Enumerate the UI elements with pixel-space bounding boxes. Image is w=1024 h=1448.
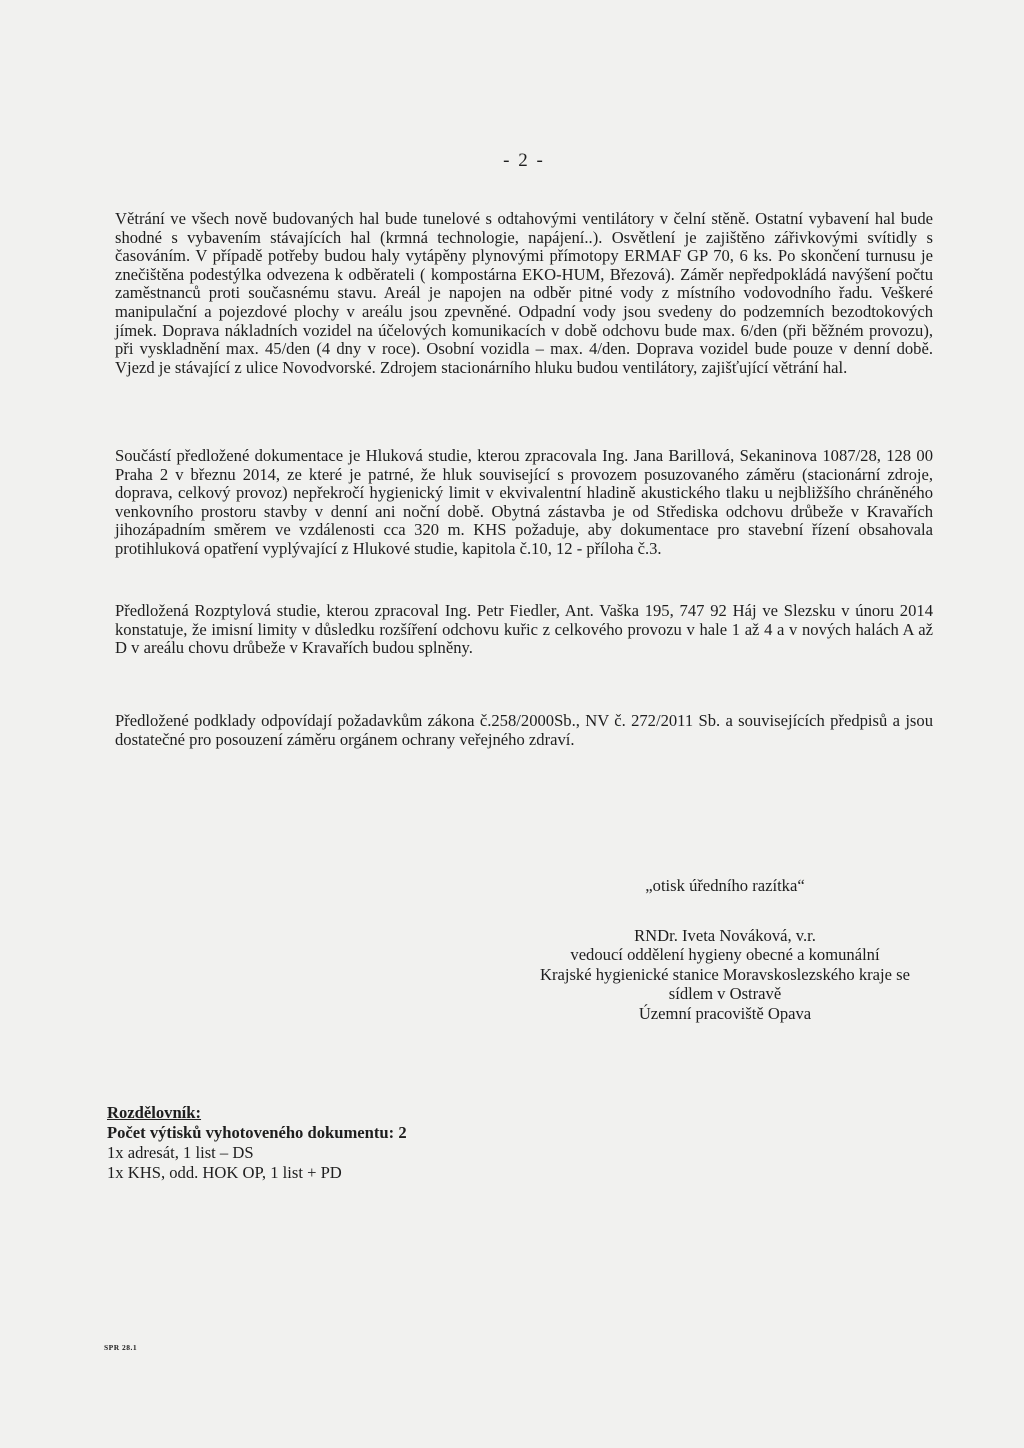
paragraph-noise-study: Součástí předložené dokumentace je Hluková studie, kterou zpracovala Ing. Jana Barillová, Sekaninova 1087/28, 128 00 Praha 2 v březnu 2014, ze které je patrné, že hluk související s provozem posuzovaného záměru (stacionární zdroje, doprava, celkový provoz) nepřekročí hygienický limit v ekvivalentní hladině akustického tlaku u nejbližšího chráněného venkovního prostoru stavby v denní ani noční době. Obytná zástavba je od Střediska odchovu drůbeže v Kravařích jihozápadním směrem ve vzdálenosti cca 320 m. KHS požaduje, aby dokumentace pro stavební řízení obsahovala protihluková opatření vyplývající z Hlukové studie, kapitola č.10, 12 - příloha č.3. [115, 446, 933, 558]
page-number: - 2 - [503, 150, 545, 171]
paragraph-conclusion: Předložené podklady odpovídají požadavkům zákona č.258/2000Sb., NV č. 272/2011 Sb. a souvisejících předpisů a jsou dostatečné pro posouzení záměru orgánem ochrany veřejného zdraví. [115, 711, 933, 749]
paragraph-dispersion-study: Předložená Rozptylová studie, kterou zpracoval Ing. Petr Fiedler, Ant. Vaška 195, 747 92 Háj ve Slezsku v únoru 2014 konstatuje, že imisní limity v důsledku rozšíření odchovu kuřic z celkového provozu v hale 1 až 4 a v nových halách A až D v areálu chovu drůbeže v Kravařích budou splněny. [115, 601, 933, 658]
signatory-seat: sídlem v Ostravě [668, 984, 782, 1004]
distribution-list [107, 1103, 407, 1183]
signatory-role: vedoucí oddělení hygieny obecné a komunální [570, 945, 880, 965]
stamp-note: „otisk úředního razítka“ [645, 876, 805, 895]
distribution-item: 1x KHS, odd. HOK OP, 1 list + PD [107, 1163, 342, 1182]
distribution-title: Rozdělovník: [107, 1103, 202, 1122]
distribution-item: 1x adresát, 1 list – DS [107, 1143, 254, 1162]
signatory-institution: Krajské hygienické stanice Moravskoslezského kraje se [539, 964, 910, 984]
distribution-count: Počet výtisků vyhotoveného dokumentu: 2 [107, 1123, 407, 1142]
signatory-office: Územní pracoviště Opava [638, 1003, 812, 1023]
signature-block [500, 876, 950, 1024]
signatory-name: RNDr. Iveta Nováková, v.r. [634, 925, 816, 945]
paragraph-ventilation: Větrání ve všech nově budovaných hal bude tunelové s odtahovými ventilátory v čelní stěně. Ostatní vybavení hal bude shodné s vybavením stávajících hal (krmná technologie, napájení..). Osvětlení je zajištěno zářivkovými svítidly s časováním. V případě potřeby budou haly vytápěny plynovými přímotopy ERMAF GP 70, 6 ks. Po skončení turnusu je znečištěna podestýlka odvezena k odběrateli ( kompostárna EKO-HUM, Březová). Záměr nepředpokládá navýšení počtu zaměstnanců proti současnému stavu. Areál je napojen na odběr pitné vody z místního vodovodního řadu. Veškeré manipulační a pojezdové plochy v areálu jsou zpevněné. Odpadní vody jsou svedeny do podzemních bezodtokových jímek. Doprava nákladních vozidel na účelových komunikacích v době odchovu bude max. 6/den (při běžném provozu), při vyskladnění max. 45/den (4 dny v roce). Osobní vozidla – max. 4/den. Doprava vozidel bude pouze v denní době. Vjezd je stávající z ulice Novodvorské. Zdrojem stacionárního hluku budou ventilátory, zajišťující větrání hal. [115, 209, 933, 377]
form-code: SPR 28.1 [104, 1343, 138, 1352]
